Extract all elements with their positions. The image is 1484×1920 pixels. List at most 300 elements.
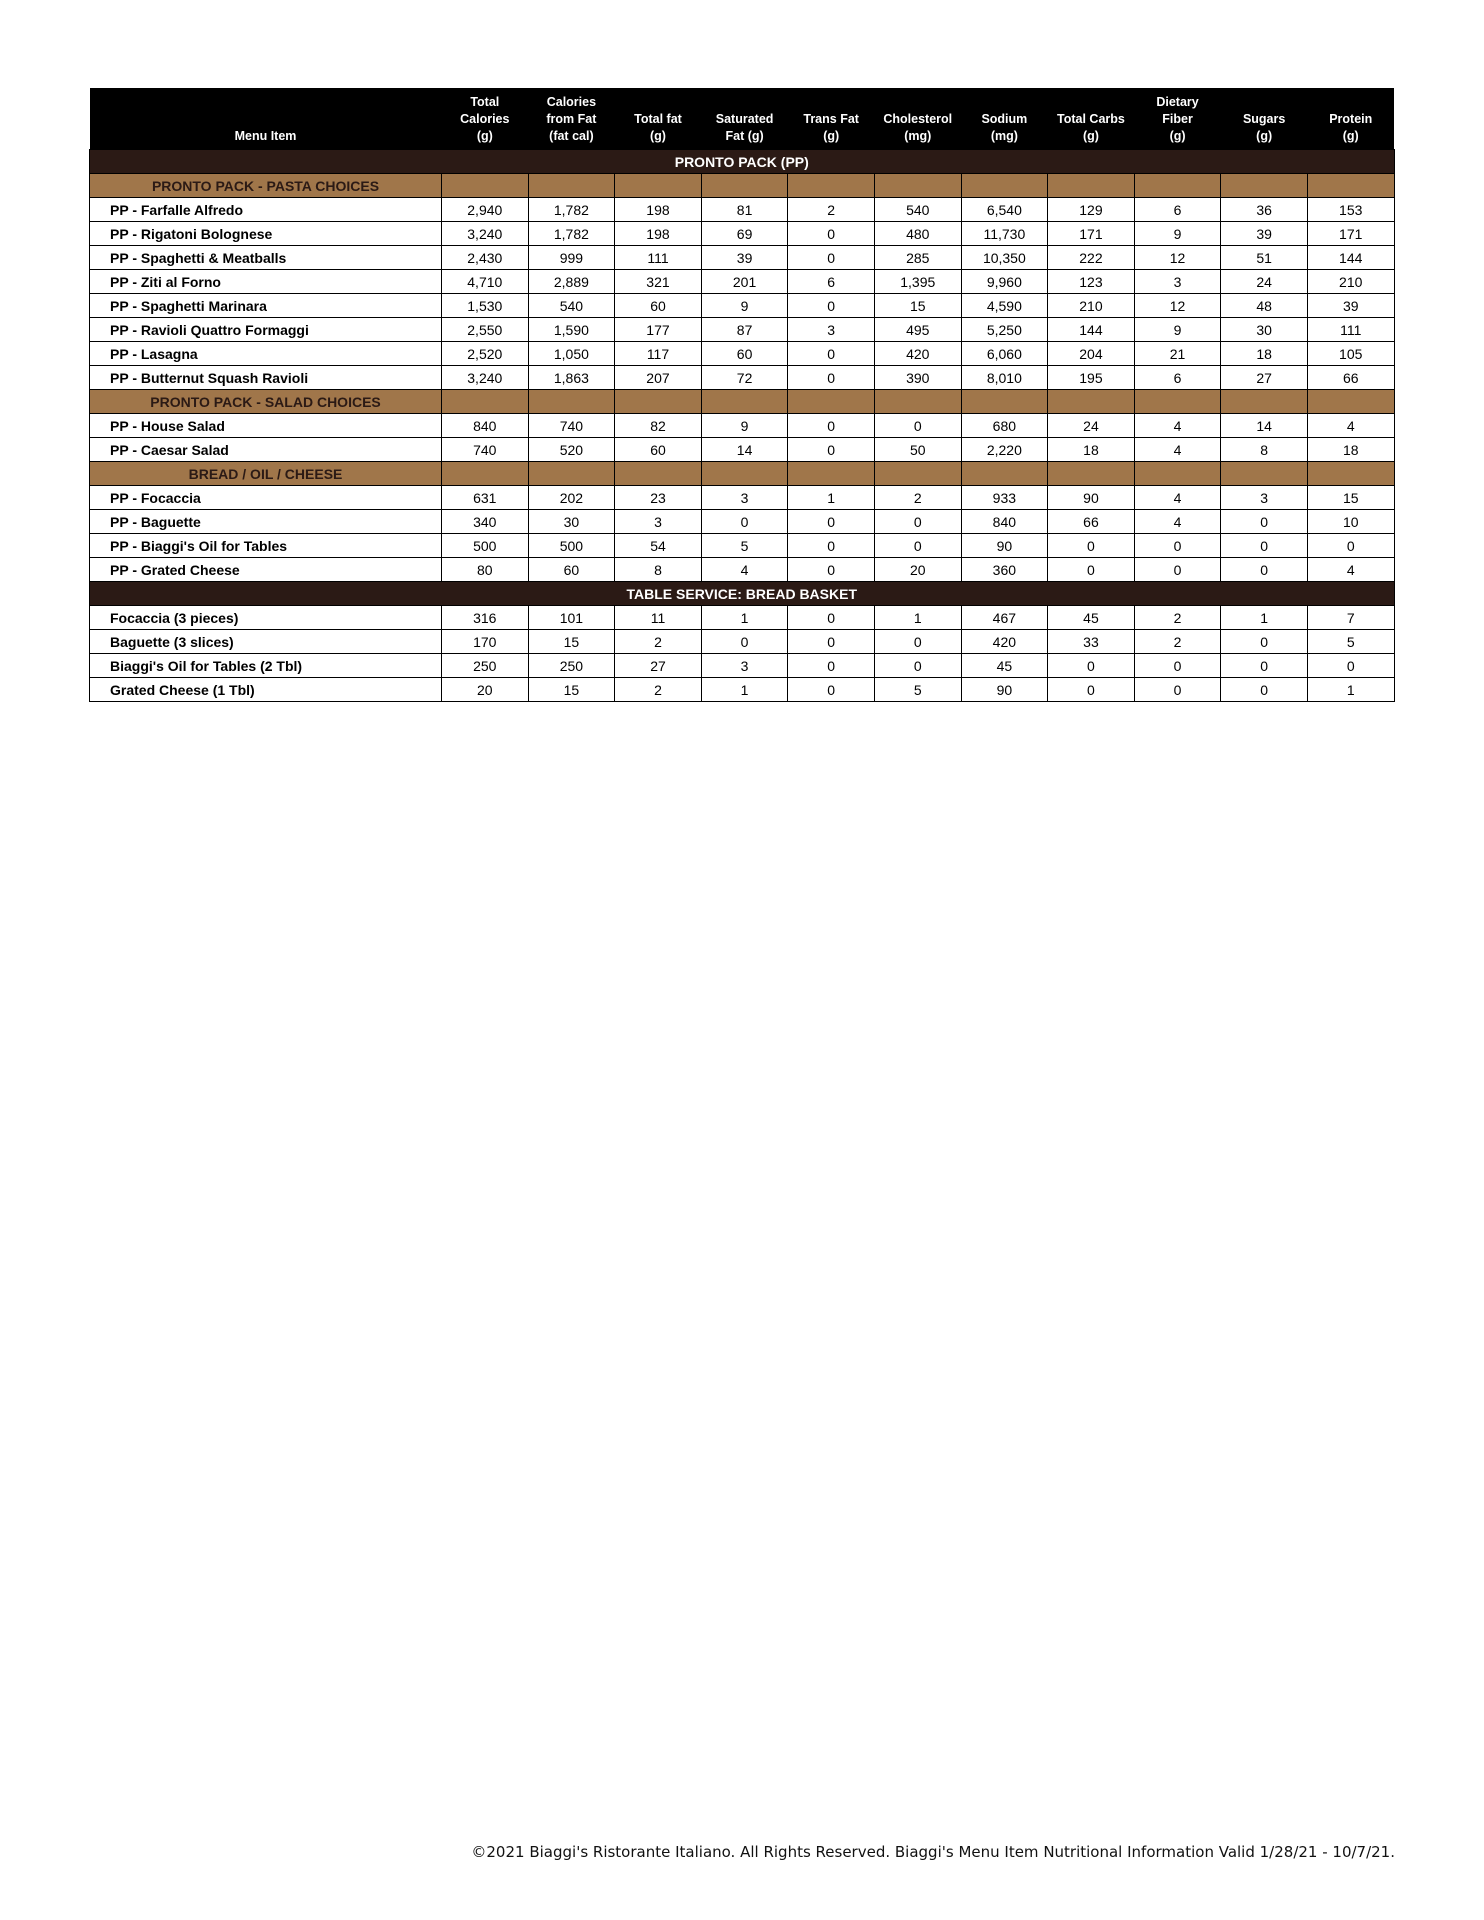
nutrient-value: 0 bbox=[788, 630, 875, 654]
nutrient-value: 1,863 bbox=[528, 366, 615, 390]
subsection-empty-cell bbox=[874, 390, 961, 414]
nutrient-value: 171 bbox=[1048, 222, 1135, 246]
nutrient-value: 540 bbox=[874, 198, 961, 222]
table-body bbox=[90, 150, 1395, 702]
column-header-menu-item bbox=[90, 88, 442, 150]
table-row bbox=[90, 510, 1395, 534]
nutrient-value: 1,530 bbox=[442, 294, 529, 318]
column-header bbox=[528, 88, 615, 150]
nutrient-value: 7 bbox=[1307, 606, 1394, 630]
nutrient-value: 5 bbox=[701, 534, 788, 558]
nutrient-value: 144 bbox=[1048, 318, 1135, 342]
nutrient-value: 87 bbox=[701, 318, 788, 342]
nutrient-value: 170 bbox=[442, 630, 529, 654]
menu-item-name: PP - House Salad bbox=[90, 414, 442, 438]
nutrient-value: 9,960 bbox=[961, 270, 1048, 294]
nutrient-value: 14 bbox=[701, 438, 788, 462]
column-header bbox=[874, 88, 961, 150]
section-header-row bbox=[90, 582, 1395, 606]
nutrient-value: 80 bbox=[442, 558, 529, 582]
nutrient-value: 360 bbox=[961, 558, 1048, 582]
nutrient-value: 9 bbox=[1134, 222, 1221, 246]
column-header-line: Trans Fat bbox=[803, 112, 859, 126]
column-header-line: Calories bbox=[460, 112, 510, 126]
menu-item-name: PP - Rigatoni Bolognese bbox=[90, 222, 442, 246]
nutrient-value: 18 bbox=[1221, 342, 1308, 366]
subsection-empty-cell bbox=[442, 174, 529, 198]
nutrient-value: 4 bbox=[701, 558, 788, 582]
nutrient-value: 210 bbox=[1307, 270, 1394, 294]
nutrient-value: 60 bbox=[701, 342, 788, 366]
nutrient-value: 8,010 bbox=[961, 366, 1048, 390]
menu-item-name: PP - Focaccia bbox=[90, 486, 442, 510]
nutrient-value: 8 bbox=[1221, 438, 1308, 462]
nutrient-value: 0 bbox=[788, 414, 875, 438]
nutrient-value: 4 bbox=[1134, 486, 1221, 510]
nutrient-value: 54 bbox=[615, 534, 702, 558]
nutrient-value: 0 bbox=[1307, 654, 1394, 678]
column-header-line: Calories bbox=[546, 95, 597, 109]
nutrient-value: 111 bbox=[615, 246, 702, 270]
menu-item-name: Grated Cheese (1 Tbl) bbox=[90, 678, 442, 702]
nutrient-value: 0 bbox=[1134, 654, 1221, 678]
column-header-line: Total Carbs bbox=[1057, 112, 1125, 126]
nutrient-value: 0 bbox=[1221, 678, 1308, 702]
nutrient-value: 20 bbox=[874, 558, 961, 582]
table-row bbox=[90, 246, 1395, 270]
nutrient-value: 740 bbox=[442, 438, 529, 462]
column-header bbox=[442, 88, 529, 150]
nutrient-value: 81 bbox=[701, 198, 788, 222]
nutrient-value: 204 bbox=[1048, 342, 1135, 366]
menu-item-name: PP - Caesar Salad bbox=[90, 438, 442, 462]
nutrient-value: 0 bbox=[1048, 654, 1135, 678]
nutrient-value: 0 bbox=[1221, 630, 1308, 654]
menu-item-name: PP - Butternut Squash Ravioli bbox=[90, 366, 442, 390]
column-header bbox=[615, 88, 702, 150]
subsection-empty-cell bbox=[701, 390, 788, 414]
table-row bbox=[90, 270, 1395, 294]
nutrient-value: 390 bbox=[874, 366, 961, 390]
nutrient-value: 0 bbox=[788, 678, 875, 702]
column-header-line: Fat (g) bbox=[725, 129, 764, 143]
nutrient-value: 680 bbox=[961, 414, 1048, 438]
table-header-row bbox=[90, 88, 1395, 150]
nutrient-value: 0 bbox=[788, 510, 875, 534]
nutrient-value: 15 bbox=[1307, 486, 1394, 510]
nutrient-value: 0 bbox=[788, 438, 875, 462]
nutrient-value: 0 bbox=[788, 246, 875, 270]
column-header-line: from Fat bbox=[546, 112, 597, 126]
table-row bbox=[90, 654, 1395, 678]
table-row bbox=[90, 366, 1395, 390]
subsection-empty-cell bbox=[788, 462, 875, 486]
nutrient-value: 0 bbox=[1221, 510, 1308, 534]
nutrient-value: 15 bbox=[528, 630, 615, 654]
nutrient-value: 20 bbox=[442, 678, 529, 702]
nutrient-value: 6,060 bbox=[961, 342, 1048, 366]
nutrient-value: 23 bbox=[615, 486, 702, 510]
nutrient-value: 39 bbox=[1307, 294, 1394, 318]
nutrient-value: 5 bbox=[1307, 630, 1394, 654]
nutrient-value: 0 bbox=[1307, 534, 1394, 558]
nutrient-value: 60 bbox=[528, 558, 615, 582]
column-header-line: (g) bbox=[650, 129, 666, 143]
nutrition-table bbox=[89, 88, 1395, 702]
menu-item-name: PP - Spaghetti Marinara bbox=[90, 294, 442, 318]
nutrient-value: 0 bbox=[788, 294, 875, 318]
nutrient-value: 500 bbox=[528, 534, 615, 558]
nutrient-value: 9 bbox=[701, 414, 788, 438]
nutrient-value: 24 bbox=[1221, 270, 1308, 294]
nutrient-value: 15 bbox=[528, 678, 615, 702]
nutrient-value: 3 bbox=[1134, 270, 1221, 294]
subsection-empty-cell bbox=[442, 390, 529, 414]
nutrient-value: 48 bbox=[1221, 294, 1308, 318]
nutrient-value: 500 bbox=[442, 534, 529, 558]
table-row bbox=[90, 558, 1395, 582]
nutrient-value: 111 bbox=[1307, 318, 1394, 342]
nutrient-value: 69 bbox=[701, 222, 788, 246]
nutrient-value: 12 bbox=[1134, 294, 1221, 318]
subsection-empty-cell bbox=[615, 390, 702, 414]
nutrient-value: 0 bbox=[788, 558, 875, 582]
nutrient-value: 0 bbox=[701, 630, 788, 654]
nutrient-value: 540 bbox=[528, 294, 615, 318]
nutrient-value: 60 bbox=[615, 294, 702, 318]
subsection-empty-cell bbox=[874, 174, 961, 198]
nutrient-value: 3,240 bbox=[442, 222, 529, 246]
nutrient-value: 520 bbox=[528, 438, 615, 462]
table-row bbox=[90, 630, 1395, 654]
subsection-empty-cell bbox=[528, 174, 615, 198]
menu-item-name: PP - Ravioli Quattro Formaggi bbox=[90, 318, 442, 342]
nutrient-value: 2 bbox=[874, 486, 961, 510]
nutrient-value: 2,220 bbox=[961, 438, 1048, 462]
subsection-header-row bbox=[90, 174, 1395, 198]
nutrient-value: 18 bbox=[1307, 438, 1394, 462]
subsection-empty-cell bbox=[615, 174, 702, 198]
nutrient-value: 285 bbox=[874, 246, 961, 270]
nutrient-value: 4,710 bbox=[442, 270, 529, 294]
nutrient-value: 6 bbox=[1134, 366, 1221, 390]
nutrient-value: 2 bbox=[788, 198, 875, 222]
subsection-empty-cell bbox=[701, 174, 788, 198]
nutrient-value: 631 bbox=[442, 486, 529, 510]
nutrient-value: 30 bbox=[1221, 318, 1308, 342]
nutrient-value: 4 bbox=[1134, 414, 1221, 438]
subsection-empty-cell bbox=[1221, 390, 1308, 414]
column-header-line: (fat cal) bbox=[549, 129, 594, 143]
subsection-empty-cell bbox=[1048, 174, 1135, 198]
nutrient-value: 14 bbox=[1221, 414, 1308, 438]
nutrient-value: 222 bbox=[1048, 246, 1135, 270]
nutrient-value: 21 bbox=[1134, 342, 1221, 366]
nutrient-value: 171 bbox=[1307, 222, 1394, 246]
nutrient-value: 2,940 bbox=[442, 198, 529, 222]
nutrient-value: 0 bbox=[788, 222, 875, 246]
nutrient-value: 0 bbox=[1048, 534, 1135, 558]
nutrient-value: 90 bbox=[961, 678, 1048, 702]
column-header bbox=[1307, 88, 1394, 150]
table-row bbox=[90, 438, 1395, 462]
table-row bbox=[90, 318, 1395, 342]
nutrient-value: 999 bbox=[528, 246, 615, 270]
nutrient-value: 3 bbox=[701, 486, 788, 510]
nutrient-value: 495 bbox=[874, 318, 961, 342]
table-row bbox=[90, 678, 1395, 702]
menu-item-name: PP - Biaggi's Oil for Tables bbox=[90, 534, 442, 558]
subsection-empty-cell bbox=[1048, 462, 1135, 486]
menu-item-name: Focaccia (3 pieces) bbox=[90, 606, 442, 630]
nutrient-value: 1,782 bbox=[528, 198, 615, 222]
nutrient-value: 12 bbox=[1134, 246, 1221, 270]
column-header-line: Protein bbox=[1329, 112, 1373, 126]
nutrient-value: 2 bbox=[615, 678, 702, 702]
subsection-header-row bbox=[90, 390, 1395, 414]
subsection-empty-cell bbox=[1221, 462, 1308, 486]
nutrient-value: 420 bbox=[961, 630, 1048, 654]
table-row bbox=[90, 414, 1395, 438]
nutrient-value: 8 bbox=[615, 558, 702, 582]
menu-item-name: PP - Lasagna bbox=[90, 342, 442, 366]
nutrient-value: 60 bbox=[615, 438, 702, 462]
subsection-empty-cell bbox=[1048, 390, 1135, 414]
column-header-line: (g) bbox=[1256, 129, 1273, 143]
nutrient-value: 420 bbox=[874, 342, 961, 366]
nutrient-value: 144 bbox=[1307, 246, 1394, 270]
nutrient-value: 4,590 bbox=[961, 294, 1048, 318]
subsection-empty-cell bbox=[788, 390, 875, 414]
nutrient-value: 10,350 bbox=[961, 246, 1048, 270]
column-header bbox=[1048, 88, 1135, 150]
nutrient-value: 0 bbox=[874, 510, 961, 534]
nutrient-value: 0 bbox=[788, 342, 875, 366]
nutrient-value: 153 bbox=[1307, 198, 1394, 222]
table-row bbox=[90, 222, 1395, 246]
table-row bbox=[90, 486, 1395, 510]
nutrient-value: 1,590 bbox=[528, 318, 615, 342]
nutrient-value: 5,250 bbox=[961, 318, 1048, 342]
nutrient-value: 90 bbox=[961, 534, 1048, 558]
menu-item-name: PP - Baguette bbox=[90, 510, 442, 534]
nutrient-value: 4 bbox=[1307, 558, 1394, 582]
nutrient-value: 3 bbox=[788, 318, 875, 342]
section-title: TABLE SERVICE: BREAD BASKET bbox=[90, 582, 1395, 606]
nutrient-value: 18 bbox=[1048, 438, 1135, 462]
nutrient-value: 2,550 bbox=[442, 318, 529, 342]
subsection-empty-cell bbox=[615, 462, 702, 486]
nutrient-value: 9 bbox=[701, 294, 788, 318]
column-header-line: Saturated bbox=[715, 112, 774, 126]
copyright-footer: ©2021 Biaggi's Ristorante Italiano. All Rights Reserved. Biaggi's Menu Item Nutritional Information Valid 1/28/21 - 10/7/21. bbox=[471, 1843, 1395, 1861]
menu-item-name: PP - Farfalle Alfredo bbox=[90, 198, 442, 222]
nutrient-value: 82 bbox=[615, 414, 702, 438]
nutrient-value: 0 bbox=[1048, 558, 1135, 582]
nutrient-value: 0 bbox=[1134, 534, 1221, 558]
nutrient-value: 1 bbox=[788, 486, 875, 510]
column-header-line: (g) bbox=[823, 129, 840, 143]
nutrient-value: 11 bbox=[615, 606, 702, 630]
nutrient-value: 3,240 bbox=[442, 366, 529, 390]
nutrient-value: 0 bbox=[1134, 678, 1221, 702]
nutrient-value: 933 bbox=[961, 486, 1048, 510]
column-header-line: Total bbox=[470, 95, 500, 109]
nutrient-value: 4 bbox=[1134, 438, 1221, 462]
table-row bbox=[90, 534, 1395, 558]
subsection-empty-cell bbox=[961, 390, 1048, 414]
nutrient-value: 3 bbox=[615, 510, 702, 534]
nutrient-value: 10 bbox=[1307, 510, 1394, 534]
nutrient-value: 198 bbox=[615, 198, 702, 222]
nutrient-value: 39 bbox=[701, 246, 788, 270]
subsection-empty-cell bbox=[1134, 462, 1221, 486]
nutrient-value: 27 bbox=[615, 654, 702, 678]
column-header bbox=[1221, 88, 1308, 150]
menu-item-name: PP - Ziti al Forno bbox=[90, 270, 442, 294]
nutrient-value: 11,730 bbox=[961, 222, 1048, 246]
nutrient-value: 0 bbox=[874, 630, 961, 654]
nutrient-value: 6 bbox=[1134, 198, 1221, 222]
column-header-line: Menu Item bbox=[234, 129, 297, 143]
nutrient-value: 3 bbox=[1221, 486, 1308, 510]
nutrient-value: 0 bbox=[788, 654, 875, 678]
nutrient-value: 1 bbox=[701, 606, 788, 630]
nutrient-value: 0 bbox=[874, 654, 961, 678]
nutrient-value: 101 bbox=[528, 606, 615, 630]
nutrient-value: 39 bbox=[1221, 222, 1308, 246]
nutrient-value: 6,540 bbox=[961, 198, 1048, 222]
nutrient-value: 2,430 bbox=[442, 246, 529, 270]
subsection-empty-cell bbox=[1134, 390, 1221, 414]
subsection-title: PRONTO PACK - PASTA CHOICES bbox=[90, 174, 442, 198]
nutrient-value: 4 bbox=[1307, 414, 1394, 438]
subsection-empty-cell bbox=[788, 174, 875, 198]
nutrient-value: 45 bbox=[961, 654, 1048, 678]
nutrient-value: 207 bbox=[615, 366, 702, 390]
nutrient-value: 30 bbox=[528, 510, 615, 534]
nutrient-value: 1,050 bbox=[528, 342, 615, 366]
nutrient-value: 0 bbox=[1221, 534, 1308, 558]
table-row bbox=[90, 606, 1395, 630]
column-header-line: Dietary bbox=[1156, 95, 1199, 109]
nutrient-value: 840 bbox=[442, 414, 529, 438]
nutrient-value: 2,889 bbox=[528, 270, 615, 294]
subsection-empty-cell bbox=[442, 462, 529, 486]
menu-item-name: Biaggi's Oil for Tables (2 Tbl) bbox=[90, 654, 442, 678]
menu-item-name: Baguette (3 slices) bbox=[90, 630, 442, 654]
nutrient-value: 4 bbox=[1134, 510, 1221, 534]
subsection-header-row bbox=[90, 462, 1395, 486]
table-row bbox=[90, 198, 1395, 222]
nutrient-value: 51 bbox=[1221, 246, 1308, 270]
nutrient-value: 195 bbox=[1048, 366, 1135, 390]
nutrient-value: 210 bbox=[1048, 294, 1135, 318]
subsection-empty-cell bbox=[1307, 462, 1394, 486]
column-header-line: (g) bbox=[1169, 129, 1186, 143]
nutrient-value: 467 bbox=[961, 606, 1048, 630]
nutrient-value: 2 bbox=[1134, 606, 1221, 630]
subsection-empty-cell bbox=[961, 462, 1048, 486]
subsection-empty-cell bbox=[961, 174, 1048, 198]
nutrient-value: 0 bbox=[1048, 678, 1135, 702]
nutrient-value: 0 bbox=[874, 414, 961, 438]
nutrient-value: 1 bbox=[1307, 678, 1394, 702]
nutrient-value: 0 bbox=[1221, 654, 1308, 678]
subsection-empty-cell bbox=[1307, 390, 1394, 414]
column-header-line: Sodium bbox=[981, 112, 1028, 126]
nutrient-value: 66 bbox=[1048, 510, 1135, 534]
column-header-line: Fiber bbox=[1162, 112, 1193, 126]
subsection-title: BREAD / OIL / CHEESE bbox=[90, 462, 442, 486]
nutrient-value: 90 bbox=[1048, 486, 1135, 510]
column-header-line: Sugars bbox=[1242, 112, 1286, 126]
nutrient-value: 2,520 bbox=[442, 342, 529, 366]
nutrient-value: 27 bbox=[1221, 366, 1308, 390]
nutrient-value: 480 bbox=[874, 222, 961, 246]
nutrient-value: 0 bbox=[1221, 558, 1308, 582]
column-header-line: Total fat bbox=[634, 112, 682, 126]
nutrient-value: 177 bbox=[615, 318, 702, 342]
nutrient-value: 36 bbox=[1221, 198, 1308, 222]
column-header bbox=[788, 88, 875, 150]
nutrient-value: 1,395 bbox=[874, 270, 961, 294]
subsection-empty-cell bbox=[874, 462, 961, 486]
nutrient-value: 202 bbox=[528, 486, 615, 510]
nutrient-value: 0 bbox=[788, 366, 875, 390]
column-header-line: (mg) bbox=[990, 129, 1018, 143]
nutrient-value: 1 bbox=[1221, 606, 1308, 630]
subsection-empty-cell bbox=[1221, 174, 1308, 198]
nutrient-value: 201 bbox=[701, 270, 788, 294]
nutrient-value: 840 bbox=[961, 510, 1048, 534]
column-header-line: (g) bbox=[476, 129, 493, 143]
nutrient-value: 2 bbox=[615, 630, 702, 654]
column-header-line: (g) bbox=[1342, 129, 1359, 143]
nutrient-value: 0 bbox=[1134, 558, 1221, 582]
nutrient-value: 1,782 bbox=[528, 222, 615, 246]
nutrient-value: 105 bbox=[1307, 342, 1394, 366]
nutrient-value: 198 bbox=[615, 222, 702, 246]
nutrient-value: 0 bbox=[874, 534, 961, 558]
section-title: PRONTO PACK (PP) bbox=[90, 150, 1395, 174]
nutrient-value: 117 bbox=[615, 342, 702, 366]
subsection-empty-cell bbox=[1307, 174, 1394, 198]
nutrient-value: 250 bbox=[442, 654, 529, 678]
nutrient-value: 2 bbox=[1134, 630, 1221, 654]
column-header bbox=[961, 88, 1048, 150]
nutrient-value: 1 bbox=[701, 678, 788, 702]
nutrient-value: 316 bbox=[442, 606, 529, 630]
subsection-empty-cell bbox=[701, 462, 788, 486]
subsection-empty-cell bbox=[1134, 174, 1221, 198]
nutrient-value: 3 bbox=[701, 654, 788, 678]
nutrient-value: 24 bbox=[1048, 414, 1135, 438]
nutrient-value: 6 bbox=[788, 270, 875, 294]
subsection-empty-cell bbox=[528, 390, 615, 414]
menu-item-name: PP - Grated Cheese bbox=[90, 558, 442, 582]
column-header-line: (mg) bbox=[904, 129, 932, 143]
nutrient-value: 321 bbox=[615, 270, 702, 294]
nutrient-value: 129 bbox=[1048, 198, 1135, 222]
column-header-line: (g) bbox=[1082, 129, 1099, 143]
nutrient-value: 66 bbox=[1307, 366, 1394, 390]
nutrient-value: 33 bbox=[1048, 630, 1135, 654]
section-header-row bbox=[90, 150, 1395, 174]
table-row bbox=[90, 294, 1395, 318]
column-header bbox=[1134, 88, 1221, 150]
table-row bbox=[90, 342, 1395, 366]
